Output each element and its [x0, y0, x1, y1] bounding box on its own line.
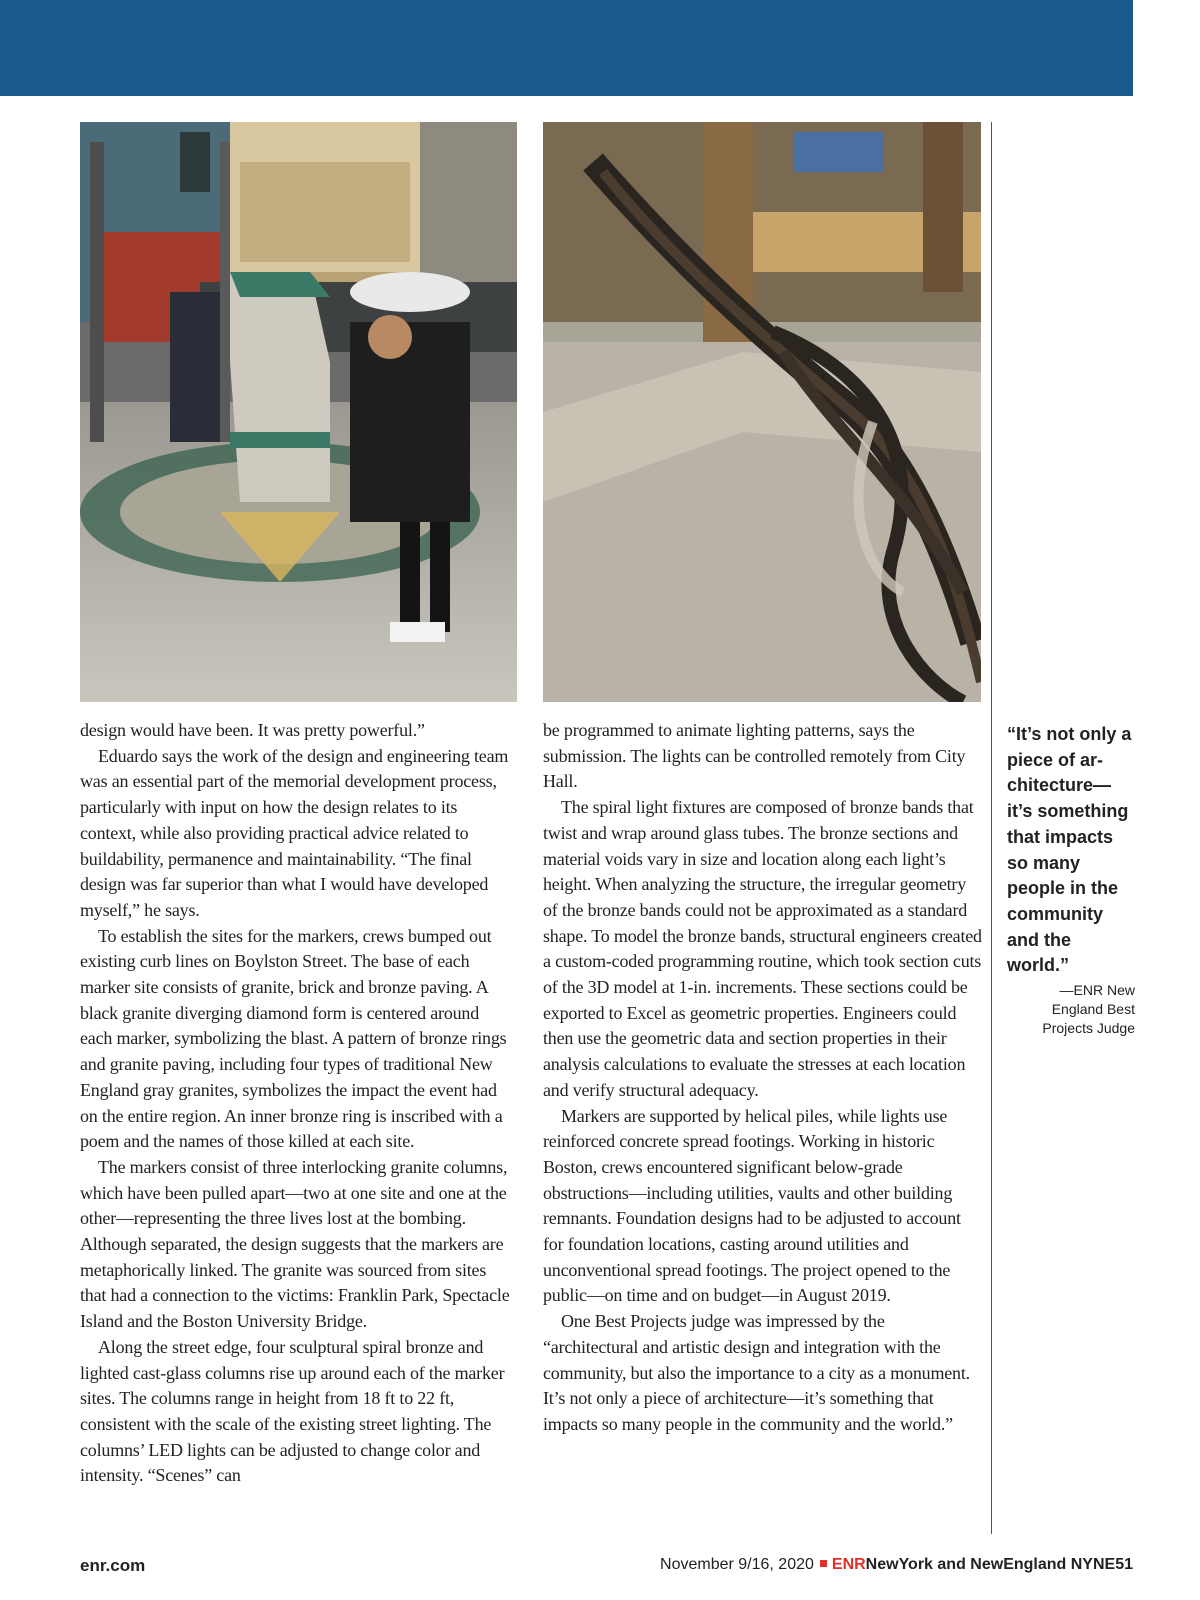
paragraph: The spiral light fixtures are composed of bronze bands that twist and wrap around glass tubes. The bronze sections and material voids vary in size and location along each light’s height. When analyzing the structure, the irregular geometry of the bronze bands could not be approximated as a standard shape. To model the bronze bands, structural engineers created a custom-coded programming routine, which took section cuts of the 3D model at 1-in. increments. These sections could be exported to Excel as geometric properties. Engineers could then use the geometric data and section properties in their analysis calculations to evaluate the stresses at each location and verify structural adequacy. — [543, 797, 982, 1100]
paragraph: Eduardo says the work of the design and engineering team was an essential part of the memorial development process, particularly with input on how the design relates to its context, while also providing practical advice related to buildability, permanence and maintainability. “The final design was far superior than what I would have developed myself,” he says. — [80, 745, 509, 920]
header-banner — [0, 0, 1133, 96]
footer-brand: ENR — [831, 1556, 866, 1573]
bronze-spiral-photo-icon — [543, 122, 981, 702]
pull-quote — [1007, 722, 1135, 1038]
footer-edition: NewYork and NewEngland NYNE51 — [865, 1556, 1133, 1573]
photo-bronze-spiral-column — [543, 122, 981, 702]
pull-quote-text: “It’s not only a piece of architecture—it’s something that impacts so many people in the community and the world.” — [1007, 724, 1132, 976]
photo-street-marker-installation — [80, 122, 517, 702]
footer-folio — [660, 1556, 1133, 1574]
paragraph: To establish the sites for the markers, crews bumped out existing curb lines on Boylston Street. The base of each marker site consists of granite, brick and bronze paving. A black granite diverging diamond form is centered around each marker, symbolizing the blast. A pattern of bronze rings and granite paving, including four types of traditional New England gray granites, symbolizes the impact the event had on the entire region. An inner bronze ring is inscribed with a poem and the names of those killed at each site. — [80, 925, 507, 1152]
body-column-right — [543, 718, 983, 1438]
footer-date: November 9/16, 2020 — [660, 1556, 814, 1573]
paragraph: design would have been. It was pretty powerful.” — [80, 720, 425, 740]
column-divider — [991, 122, 992, 1534]
street-marker-photo-icon — [80, 122, 517, 702]
body-column-left — [80, 718, 514, 1489]
red-square-icon — [820, 1560, 827, 1567]
paragraph: Along the street edge, four sculptural spiral bronze and lighted cast-glass columns rise up around each of the marker sites. The columns range in height from 18 ft to 22 ft, consistent with the scale of the existing street lighting. The columns’ LED lights can be adjusted to change color and intensity. “Scenes” can — [80, 1336, 505, 1486]
paragraph: The markers consist of three interlocking granite columns, which have been pulled apart—two at one site and one at the other—representing the three lives lost at the bombing. Although separated, the design suggests that the markers are metaphorically linked. The granite was sourced from sites that had a connection to the victims: Franklin Park, Spectacle Island and the Boston University Bridge. — [80, 1156, 510, 1332]
pull-quote-attribution: —ENR New England Best Projects Judge — [1042, 982, 1135, 1037]
footer-site: enr.com — [80, 1556, 146, 1575]
paragraph: One Best Projects judge was impressed by the “architectural and artistic design and integration with the community, but also the importance to a city as a monument. It’s not only a piece of architecture—it’s something that impacts so many people in the community and the world.” — [543, 1311, 970, 1434]
paragraph: Markers are supported by helical piles, while lights use reinforced concrete spread footings. Working in historic Boston, crews encountered significant below-grade obstructions—including utilities, vaults and other building remnants. Foundation designs had to be adjusted to account for foundation locations, casting around utilities and unconventional spread footings. The project opened to the public—on time and on budget—in August 2019. — [543, 1105, 961, 1306]
paragraph: be programmed to animate lighting patterns, says the submission. The lights can be controlled remotely from City Hall. — [543, 720, 966, 792]
